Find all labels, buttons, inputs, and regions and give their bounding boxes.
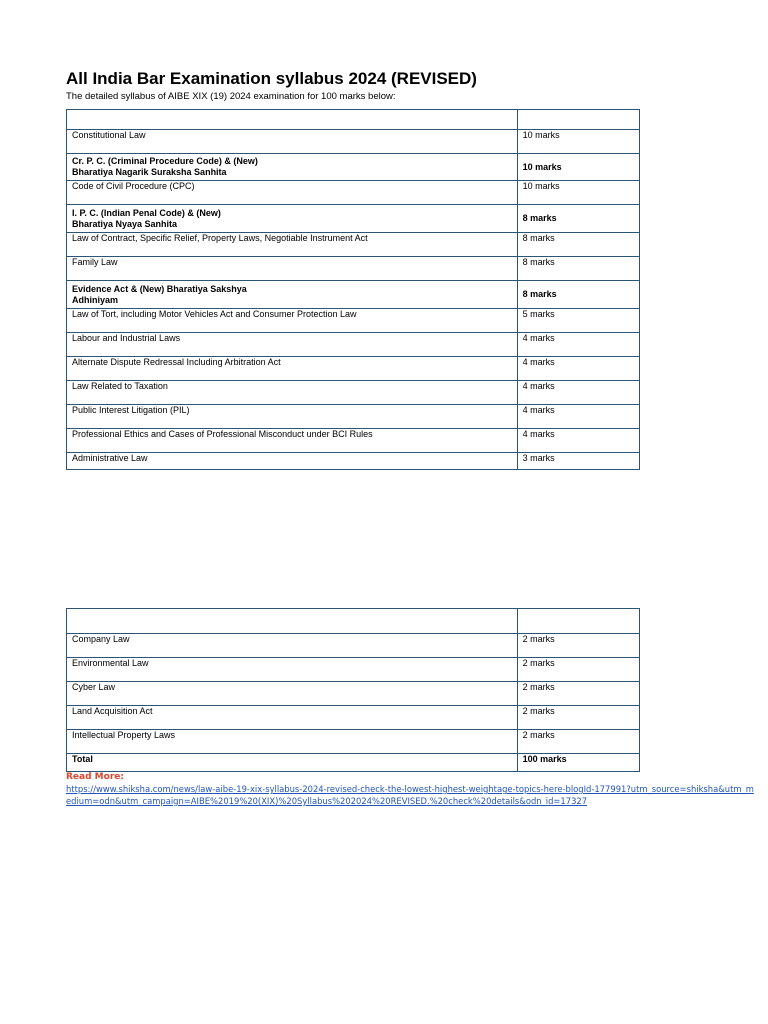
subject-line: Adhiniyam xyxy=(72,294,119,305)
page-title: All India Bar Examination syllabus 2024 (REVISED) xyxy=(66,69,477,88)
total-row xyxy=(67,754,640,772)
header-cell-subject xyxy=(67,110,518,130)
table-row xyxy=(67,429,640,453)
table-row xyxy=(67,257,640,281)
marks-cell: 2 marks xyxy=(517,706,639,730)
table-row xyxy=(67,706,640,730)
table-row xyxy=(67,357,640,381)
marks-cell: 3 marks xyxy=(517,453,639,470)
subject-cell: Family Law xyxy=(67,257,518,281)
subject-line: Bharatiya Nyaya Sanhita xyxy=(72,218,178,229)
table-row xyxy=(67,333,640,357)
subject-cell: Law of Tort, including Motor Vehicles Act and Consumer Protection Law xyxy=(67,309,518,333)
total-label: Total xyxy=(67,754,518,772)
syllabus-table-additional xyxy=(66,608,640,772)
marks-cell: 4 marks xyxy=(517,357,639,381)
marks-cell: 4 marks xyxy=(517,333,639,357)
marks-cell: 2 marks xyxy=(517,658,639,682)
subject-cell: Law Related to Taxation xyxy=(67,381,518,405)
table-row xyxy=(67,453,640,470)
subject-line: Bharatiya Nagarik Suraksha Sanhita xyxy=(72,167,227,177)
marks-cell: 5 marks xyxy=(517,309,639,333)
subject-cell xyxy=(67,205,518,233)
marks-cell: 8 marks xyxy=(517,257,639,281)
table-row xyxy=(67,309,640,333)
subject-cell: Public Interest Litigation (PIL) xyxy=(67,405,518,429)
subject-cell: Intellectual Property Laws xyxy=(67,730,518,754)
subject-cell: Alternate Dispute Redressal Including Arbitration Act xyxy=(67,357,518,381)
table-row xyxy=(67,405,640,429)
subject-cell: Code of Civil Procedure (CPC) xyxy=(67,181,518,205)
table-row xyxy=(67,658,640,682)
marks-cell: 2 marks xyxy=(517,682,639,706)
marks-cell: 4 marks xyxy=(517,429,639,453)
header-cell-marks xyxy=(517,110,639,130)
marks-cell: 10 marks xyxy=(517,130,639,154)
subject-cell: Administrative Law xyxy=(67,453,518,470)
page-subtitle: The detailed syllabus of AIBE XIX (19) 2024 examination for 100 marks below: xyxy=(66,91,396,102)
subject-cell: Labour and Industrial Laws xyxy=(67,333,518,357)
subject-line: Cr. P. C. (Criminal Procedure Code) & (New) xyxy=(72,156,258,166)
marks-cell: 10 marks xyxy=(517,154,639,181)
table-row xyxy=(67,130,640,154)
header-cell-subject xyxy=(67,609,518,634)
table-row xyxy=(67,682,640,706)
subject-cell: Environmental Law xyxy=(67,658,518,682)
table-row xyxy=(67,634,640,658)
table-header-row xyxy=(67,110,640,130)
marks-cell: 2 marks xyxy=(517,634,639,658)
read-more-link[interactable]: https://www.shiksha.com/news/law-aibe-19-xix-syllabus-2024-revised-check-the-lowest-highest-weightage-topics-here-blogId-177991?utm_source=shiksha&utm_medium=odn&utm_campaign=AIBE%2019%20(XIX)%20Syllabus%202024%20REVISED.%20check%20details&odn_id=17327 xyxy=(66,784,754,806)
marks-cell: 8 marks xyxy=(517,233,639,257)
table-row xyxy=(67,281,640,309)
table-row xyxy=(67,730,640,754)
subject-cell xyxy=(67,154,518,181)
subject-cell: Cyber Law xyxy=(67,682,518,706)
table-row xyxy=(67,181,640,205)
total-marks: 100 marks xyxy=(517,754,639,772)
syllabus-table-main xyxy=(66,109,640,470)
marks-cell: 2 marks xyxy=(517,730,639,754)
subject-cell: Professional Ethics and Cases of Professional Misconduct under BCI Rules xyxy=(67,429,518,453)
marks-cell: 4 marks xyxy=(517,405,639,429)
subject-line: Evidence Act & (New) Bharatiya Sakshya xyxy=(72,283,247,294)
table-row xyxy=(67,381,640,405)
marks-cell: 8 marks xyxy=(517,281,639,309)
marks-cell: 10 marks xyxy=(517,181,639,205)
table-header-row xyxy=(67,609,640,634)
marks-cell: 8 marks xyxy=(517,205,639,233)
subject-cell: Law of Contract, Specific Relief, Property Laws, Negotiable Instrument Act xyxy=(67,233,518,257)
table-row xyxy=(67,205,640,233)
marks-cell: 4 marks xyxy=(517,381,639,405)
subject-cell: Company Law xyxy=(67,634,518,658)
table-row xyxy=(67,233,640,257)
subject-cell xyxy=(67,281,518,309)
header-cell-marks xyxy=(517,609,639,634)
subject-cell: Constitutional Law xyxy=(67,130,518,154)
subject-cell: Land Acquisition Act xyxy=(67,706,518,730)
read-more-label: Read More: xyxy=(66,772,124,782)
subject-line: I. P. C. (Indian Penal Code) & (New) xyxy=(72,207,221,218)
table-row xyxy=(67,154,640,181)
